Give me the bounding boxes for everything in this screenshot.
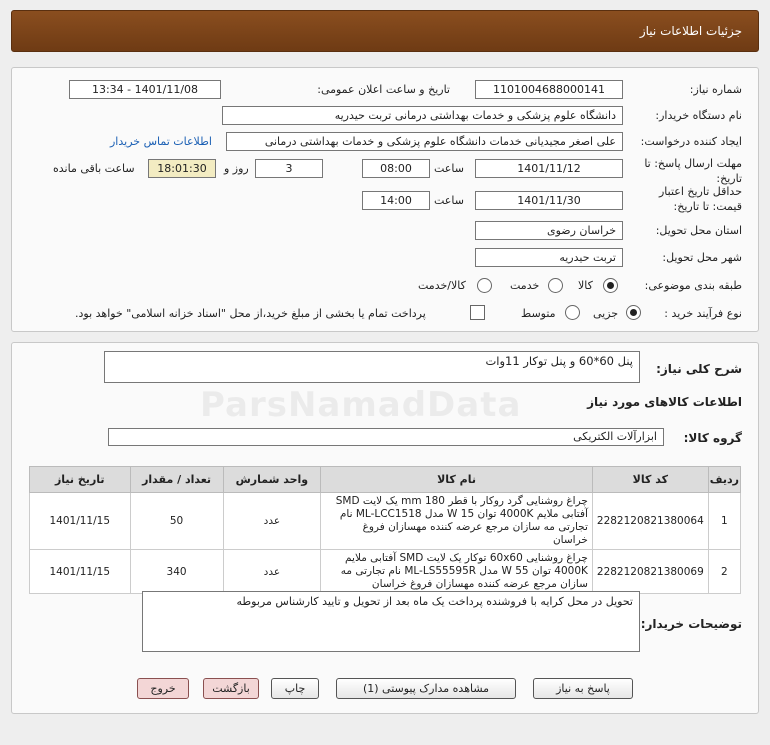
col-unit: واحد شمارش	[223, 467, 321, 493]
category-service-label: خدمت	[510, 279, 540, 292]
col-index: ردیف	[708, 467, 740, 493]
row-qty: 340	[130, 550, 223, 594]
reply-date-field: 1401/11/12	[475, 159, 623, 178]
province-field: خراسان رضوی	[475, 221, 623, 240]
validity-time-field: 14:00	[362, 191, 430, 210]
col-name: نام کالا	[321, 467, 593, 493]
reply-deadline-label: مهلت ارسال پاسخ: تا تاریخ:	[644, 157, 742, 185]
treasury-payment-checkbox[interactable]	[470, 305, 485, 320]
attachments-button[interactable]: مشاهده مدارک پیوستی (1)	[336, 678, 516, 699]
goods-group-label: گروه کالا:	[683, 431, 742, 445]
exit-button[interactable]: خروج	[137, 678, 189, 699]
row-index: 1	[708, 493, 740, 550]
requester-field: علی اصغر مجیدیانی خدمات دانشگاه علوم پزشکی و خدمات بهداشتی درمانی	[226, 132, 623, 151]
row-code: 2282120821380064	[592, 493, 708, 550]
category-both-radio[interactable]	[477, 278, 492, 293]
buyer-notes-field: تحویل در محل کرایه با فروشنده پرداخت یک ماه بعد از تحویل و تایید کارشناس مربوطه	[142, 591, 640, 652]
remaining-time-field: 18:01:30	[148, 159, 216, 178]
goods-group-field: ابزارآلات الکتریکی	[108, 428, 664, 446]
category-label: طبقه بندی موضوعی:	[644, 279, 742, 292]
announce-label: تاریخ و ساعت اعلان عمومی:	[317, 83, 450, 96]
category-service-radio[interactable]	[548, 278, 563, 293]
city-field: تربت حیدریه	[475, 248, 623, 267]
remaining-label: ساعت باقی مانده	[53, 162, 135, 175]
process-medium-radio[interactable]	[565, 305, 580, 320]
row-date: 1401/11/15	[30, 493, 131, 550]
col-code: کد کالا	[592, 467, 708, 493]
category-goods-label: کالا	[578, 279, 593, 292]
category-both-label: کالا/خدمت	[418, 279, 466, 292]
buyer-org-label: نام دستگاه خریدار:	[655, 109, 742, 122]
reply-time-field: 08:00	[362, 159, 430, 178]
table-row	[30, 493, 741, 550]
province-label: استان محل تحویل:	[655, 224, 742, 237]
process-medium-label: متوسط	[521, 307, 556, 320]
city-label: شهر محل تحویل:	[662, 251, 742, 264]
reply-time-label: ساعت	[434, 162, 464, 175]
col-qty: تعداد / مقدار	[130, 467, 223, 493]
need-number-label: شماره نیاز:	[689, 83, 742, 96]
back-button[interactable]: بازگشت	[203, 678, 259, 699]
table-header-row	[30, 467, 741, 493]
goods-table	[29, 466, 741, 594]
days-field: 3	[255, 159, 323, 178]
buyer-notes-label: توضیحات خریدار:	[640, 617, 742, 631]
reply-button[interactable]: پاسخ به نیاز	[533, 678, 633, 699]
row-name: چراغ روشنایی گرد روکار با قطر 180 mm یک لایت SMD آفتابی ملایم 4000K توان 15 W مدل ML-LCC1518 نام تجارتی مه سازان مرجع عرضه کننده مهسازان فروغ خراسان	[321, 493, 593, 550]
announce-field: 1401/11/08 - 13:34	[69, 80, 221, 99]
row-code: 2282120821380069	[592, 550, 708, 594]
row-date: 1401/11/15	[30, 550, 131, 594]
table-row	[30, 550, 741, 594]
buyer-org-field: دانشگاه علوم پزشکی و خدمات بهداشتی درمانی تربت حیدریه	[222, 106, 623, 125]
print-button[interactable]: چاپ	[271, 678, 319, 699]
goods-info-title: اطلاعات کالاهای مورد نیاز	[587, 395, 742, 409]
process-partial-radio[interactable]	[626, 305, 641, 320]
validity-date-field: 1401/11/30	[475, 191, 623, 210]
process-partial-label: جزیی	[593, 307, 619, 320]
summary-field: پنل 60*60 و پنل توکار 11وات	[104, 351, 640, 383]
days-label: روز و	[224, 162, 249, 175]
validity-label: حداقل تاریخ اعتبار قیمت: تا تاریخ:	[658, 185, 742, 213]
contact-info-link[interactable]: اطلاعات تماس خریدار	[110, 135, 212, 148]
summary-label: شرح کلی نیاز:	[656, 362, 742, 376]
row-unit: عدد	[223, 493, 321, 550]
requester-label: ایجاد کننده درخواست:	[640, 135, 742, 148]
row-unit: عدد	[223, 550, 321, 594]
row-index: 2	[708, 550, 740, 594]
row-qty: 50	[130, 493, 223, 550]
validity-time-label: ساعت	[434, 194, 464, 207]
category-goods-radio[interactable]	[603, 278, 618, 293]
col-date: تاریخ نیاز	[30, 467, 131, 493]
process-label: نوع فرآیند خرید :	[664, 307, 742, 320]
payment-note: پرداخت تمام یا بخشی از مبلغ خرید،از محل "اسناد خزانه اسلامی" خواهد بود.	[75, 307, 426, 320]
need-number-field: 1101004688000141	[475, 80, 623, 99]
row-name: چراغ روشنایی 60x60 توکار یک لایت SMD آفتابی ملایم 4000K توان 55 W مدل ML-LS55595R نام تجارتی مه سازان مرجع عرضه کننده مهسازان فروغ خراسان	[321, 550, 593, 594]
page-header	[11, 10, 759, 52]
page-title: جزئیات اطلاعات نیاز	[639, 24, 742, 38]
